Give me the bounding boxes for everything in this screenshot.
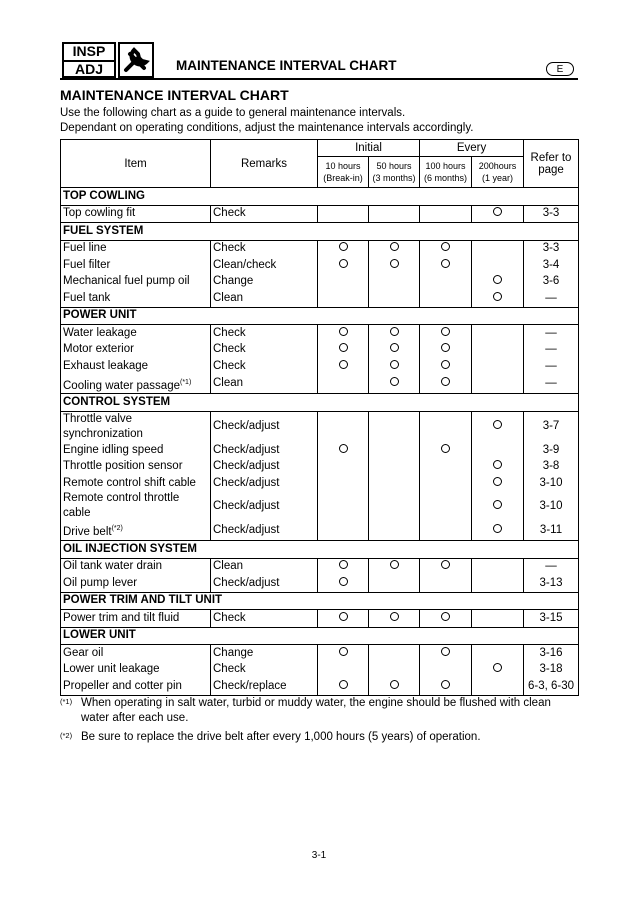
cell-item [61, 645, 211, 662]
cell-interval [420, 290, 472, 307]
header-col3 [420, 157, 472, 188]
cell-interval [472, 274, 524, 291]
cell-interval [318, 458, 369, 475]
check-circle-icon [493, 500, 502, 509]
cell-interval [369, 257, 420, 274]
page-header [60, 42, 578, 82]
cell-interval [472, 491, 524, 521]
cell-remarks: Clean [211, 375, 318, 394]
table-row [61, 358, 579, 375]
item-label: Remote control throttle cable [63, 492, 180, 520]
page-title: MAINTENANCE INTERVAL CHART [60, 87, 289, 103]
item-label: Gear oil [63, 646, 104, 659]
cell-interval [318, 491, 369, 521]
cell-refer-page: 3-3 [524, 205, 579, 223]
check-circle-icon [339, 647, 348, 656]
table-row [61, 458, 579, 475]
intro-line-2: Dependant on operating conditions, adjust the maintenance intervals accordingly. [60, 122, 474, 134]
cell-interval [472, 257, 524, 274]
cell-item [61, 257, 211, 274]
cell-interval [369, 240, 420, 257]
section-row [61, 188, 579, 206]
section-title: FUEL SYSTEM [61, 223, 579, 241]
cell-interval [369, 575, 420, 592]
item-label: Remote control shift cable [63, 476, 196, 489]
cell-interval [318, 475, 369, 492]
check-circle-icon [390, 377, 399, 386]
cell-item [61, 575, 211, 592]
check-circle-icon [493, 292, 502, 301]
cell-interval [472, 325, 524, 342]
cell-refer-page: 3-10 [524, 491, 579, 521]
check-circle-icon [441, 444, 450, 453]
cell-remarks: Change [211, 274, 318, 291]
cell-interval [318, 442, 369, 459]
cell-interval [369, 442, 420, 459]
check-circle-icon [390, 242, 399, 251]
col4-sub: (1 year) [482, 173, 514, 183]
cell-interval [318, 274, 369, 291]
item-label: Power trim and tilt fluid [63, 611, 180, 624]
header-col2 [369, 157, 420, 188]
cell-interval [369, 342, 420, 359]
cell-interval [472, 521, 524, 540]
cell-interval [369, 205, 420, 223]
cell-interval [472, 358, 524, 375]
cell-refer-page: — [524, 290, 579, 307]
check-circle-icon [339, 612, 348, 621]
cell-refer-page: 3-7 [524, 411, 579, 442]
cell-interval [420, 358, 472, 375]
cell-interval [472, 558, 524, 575]
cell-interval [369, 610, 420, 628]
cell-interval [420, 521, 472, 540]
cell-refer-page: 6-3, 6-30 [524, 678, 579, 695]
cell-item [61, 358, 211, 375]
cell-refer-page: 3-6 [524, 274, 579, 291]
table-row [61, 521, 579, 540]
cell-interval [318, 558, 369, 575]
cell-remarks: Check [211, 205, 318, 223]
col3-sub: (6 months) [424, 173, 468, 183]
cell-interval [472, 375, 524, 394]
footnote-1-mark: (*1) [60, 697, 73, 706]
table-row [61, 411, 579, 442]
maintenance-table [60, 139, 579, 696]
cell-remarks: Check [211, 342, 318, 359]
cell-remarks: Check [211, 240, 318, 257]
cell-item [61, 342, 211, 359]
cell-interval [318, 575, 369, 592]
cell-remarks: Change [211, 645, 318, 662]
table-row [61, 240, 579, 257]
cell-interval [318, 678, 369, 695]
check-circle-icon [493, 207, 502, 216]
intro-line-1: Use the following chart as a guide to general maintenance intervals. [60, 107, 406, 119]
table-row [61, 375, 579, 394]
cell-remarks: Check/replace [211, 678, 318, 695]
footnotes [60, 696, 580, 749]
cell-refer-page: 3-3 [524, 240, 579, 257]
check-circle-icon [441, 360, 450, 369]
footnote-1-text: When operating in salt water, turbid or muddy water, the engine should be flushed with clean water after each use. [81, 697, 551, 724]
cell-item [61, 240, 211, 257]
check-circle-icon [390, 259, 399, 268]
cell-remarks: Clean [211, 558, 318, 575]
cell-interval [420, 458, 472, 475]
cell-item [61, 411, 211, 442]
cell-refer-page: — [524, 375, 579, 394]
check-circle-icon [390, 360, 399, 369]
cell-interval [369, 325, 420, 342]
cell-refer-page: 3-8 [524, 458, 579, 475]
footnote-2-mark: (*2) [60, 731, 73, 740]
section-row [61, 541, 579, 559]
cell-refer-page: 3-18 [524, 662, 579, 679]
cell-item [61, 558, 211, 575]
table-row [61, 325, 579, 342]
item-note-mark: (*1) [180, 378, 192, 386]
item-label: Oil pump lever [63, 576, 138, 589]
check-circle-icon [493, 420, 502, 429]
cell-refer-page: 3-10 [524, 475, 579, 492]
table-row [61, 475, 579, 492]
cell-interval [420, 610, 472, 628]
cell-interval [369, 662, 420, 679]
cell-remarks: Check/adjust [211, 521, 318, 540]
cell-interval [369, 375, 420, 394]
check-circle-icon [441, 259, 450, 268]
cell-interval [420, 475, 472, 492]
cell-interval [369, 491, 420, 521]
item-label: Water leakage [63, 326, 137, 339]
check-circle-icon [441, 343, 450, 352]
item-label: Cooling water passage [63, 379, 180, 392]
item-label: Fuel tank [63, 291, 111, 304]
cell-remarks: Check/adjust [211, 575, 318, 592]
cell-interval [420, 411, 472, 442]
cell-interval [420, 375, 472, 394]
cell-interval [318, 610, 369, 628]
cell-interval [318, 325, 369, 342]
cell-refer-page: — [524, 558, 579, 575]
table-body [61, 188, 579, 696]
cell-refer-page: 3-16 [524, 645, 579, 662]
item-label: Throttle position sensor [63, 460, 183, 473]
page-number: 3-1 [311, 850, 327, 861]
footnote-2-text: Be sure to replace the drive belt after every 1,000 hours (5 years) of operation. [81, 731, 481, 743]
cell-refer-page: 3-15 [524, 610, 579, 628]
table-row [61, 442, 579, 459]
cell-item [61, 662, 211, 679]
cell-remarks: Check/adjust [211, 442, 318, 459]
cell-interval [369, 290, 420, 307]
header-col4 [472, 157, 524, 188]
cell-refer-page: 3-4 [524, 257, 579, 274]
check-circle-icon [339, 343, 348, 352]
table-row [61, 610, 579, 628]
check-circle-icon [493, 663, 502, 672]
check-circle-icon [493, 275, 502, 284]
cell-interval [318, 521, 369, 540]
check-circle-icon [390, 560, 399, 569]
cell-interval [472, 290, 524, 307]
check-circle-icon [441, 327, 450, 336]
table-row [61, 575, 579, 592]
cell-interval [472, 240, 524, 257]
footnote-1 [60, 696, 580, 726]
check-circle-icon [441, 377, 450, 386]
item-label: Lower unit leakage [63, 663, 160, 676]
check-circle-icon [339, 327, 348, 336]
table-row [61, 645, 579, 662]
item-note-mark: (*2) [111, 525, 123, 533]
table-row [61, 290, 579, 307]
cell-interval [318, 257, 369, 274]
item-label: Fuel line [63, 242, 107, 255]
cell-refer-page: 3-9 [524, 442, 579, 459]
cell-remarks: Check [211, 358, 318, 375]
cell-remarks: Clean/check [211, 257, 318, 274]
section-title: TOP COWLING [61, 188, 579, 206]
col3-hours: 100 hours [425, 161, 466, 171]
section-row [61, 223, 579, 241]
cell-interval [318, 342, 369, 359]
cell-item [61, 521, 211, 540]
header-remarks: Remarks [211, 140, 318, 188]
section-title: OIL INJECTION SYSTEM [61, 541, 579, 559]
cell-item [61, 475, 211, 492]
cell-interval [369, 521, 420, 540]
section-row [61, 307, 579, 325]
language-badge: E [546, 62, 574, 76]
section-title: CONTROL SYSTEM [61, 394, 579, 412]
cell-interval [369, 645, 420, 662]
table-row [61, 678, 579, 695]
cell-interval [420, 240, 472, 257]
cell-interval [318, 662, 369, 679]
cell-interval [420, 325, 472, 342]
check-circle-icon [441, 242, 450, 251]
cell-item [61, 325, 211, 342]
cell-interval [420, 662, 472, 679]
badge-adj-label: ADJ [74, 61, 103, 77]
cell-remarks: Clean [211, 290, 318, 307]
cell-interval [472, 342, 524, 359]
col1-sub: (Break-in) [323, 173, 363, 183]
item-label: Engine idling speed [63, 443, 164, 456]
cell-interval [420, 645, 472, 662]
cell-interval [420, 205, 472, 223]
cell-remarks: Check [211, 662, 318, 679]
cell-item [61, 205, 211, 223]
check-circle-icon [339, 577, 348, 586]
check-circle-icon [339, 680, 348, 689]
cell-interval [369, 475, 420, 492]
cell-remarks: Check/adjust [211, 458, 318, 475]
col2-sub: (3 months) [372, 173, 416, 183]
check-circle-icon [493, 477, 502, 486]
cell-item [61, 375, 211, 394]
table-row [61, 491, 579, 521]
item-label: Drive belt [63, 526, 112, 539]
cell-interval [369, 274, 420, 291]
check-circle-icon [390, 612, 399, 621]
item-label: Top cowling fit [63, 207, 136, 220]
cell-interval [472, 458, 524, 475]
cell-interval [420, 342, 472, 359]
cell-interval [472, 411, 524, 442]
cell-interval [369, 558, 420, 575]
table-row [61, 205, 579, 223]
header-every: Every [420, 140, 524, 157]
cell-item [61, 678, 211, 695]
cell-item [61, 290, 211, 307]
check-circle-icon [339, 444, 348, 453]
cell-interval [472, 645, 524, 662]
cell-interval [472, 610, 524, 628]
section-title: POWER TRIM AND TILT UNIT [61, 592, 579, 610]
cell-interval [369, 678, 420, 695]
check-circle-icon [339, 360, 348, 369]
section-row [61, 592, 579, 610]
item-label: Oil tank water drain [63, 560, 163, 573]
cell-interval [472, 475, 524, 492]
cell-item [61, 458, 211, 475]
cell-refer-page: — [524, 358, 579, 375]
wrench-icon [118, 42, 154, 78]
item-label: Mechanical fuel pump oil [63, 275, 190, 288]
cell-interval [420, 491, 472, 521]
section-row [61, 627, 579, 645]
cell-remarks: Check [211, 325, 318, 342]
badge-insp-label: INSP [64, 44, 114, 62]
cell-refer-page: 3-13 [524, 575, 579, 592]
cell-remarks: Check/adjust [211, 491, 318, 521]
intro-text [60, 106, 580, 136]
cell-interval [472, 205, 524, 223]
check-circle-icon [441, 647, 450, 656]
col1-hours: 10 hours [325, 161, 361, 171]
check-circle-icon [441, 680, 450, 689]
cell-refer-page: — [524, 342, 579, 359]
cell-interval [472, 442, 524, 459]
cell-interval [420, 274, 472, 291]
cell-interval [420, 442, 472, 459]
header-initial: Initial [318, 140, 420, 157]
cell-interval [318, 205, 369, 223]
cell-item [61, 610, 211, 628]
cell-interval [420, 575, 472, 592]
check-circle-icon [441, 560, 450, 569]
cell-interval [318, 645, 369, 662]
cell-remarks: Check/adjust [211, 475, 318, 492]
section-title: POWER UNIT [61, 307, 579, 325]
table-row [61, 274, 579, 291]
cell-item [61, 274, 211, 291]
table-row [61, 257, 579, 274]
cell-interval [369, 358, 420, 375]
col2-hours: 50 hours [376, 161, 412, 171]
check-circle-icon [339, 242, 348, 251]
check-circle-icon [339, 259, 348, 268]
cell-interval [472, 575, 524, 592]
check-circle-icon [339, 560, 348, 569]
table-row [61, 662, 579, 679]
check-circle-icon [390, 327, 399, 336]
header-refer: Refer to page [524, 140, 579, 188]
table-row [61, 558, 579, 575]
section-title: LOWER UNIT [61, 627, 579, 645]
header-item: Item [61, 140, 211, 188]
item-label: Throttle valve synchronization [63, 412, 143, 440]
section-row [61, 394, 579, 412]
cell-interval [318, 290, 369, 307]
header-title: MAINTENANCE INTERVAL CHART [176, 58, 397, 73]
col4-hours: 200hours [478, 161, 517, 171]
cell-interval [318, 240, 369, 257]
cell-interval [420, 257, 472, 274]
cell-item [61, 442, 211, 459]
footnote-2 [60, 730, 580, 745]
cell-interval [472, 678, 524, 695]
check-circle-icon [441, 612, 450, 621]
cell-interval [318, 375, 369, 394]
cell-refer-page: — [524, 325, 579, 342]
cell-remarks: Check/adjust [211, 411, 318, 442]
insp-adj-badge [62, 42, 116, 78]
item-label: Motor exterior [63, 343, 134, 356]
cell-interval [420, 558, 472, 575]
cell-refer-page: 3-11 [524, 521, 579, 540]
check-circle-icon [390, 343, 399, 352]
table-row [61, 342, 579, 359]
header-col1 [318, 157, 369, 188]
cell-interval [318, 358, 369, 375]
cell-remarks: Check [211, 610, 318, 628]
check-circle-icon [493, 524, 502, 533]
cell-interval [420, 678, 472, 695]
cell-interval [472, 662, 524, 679]
check-circle-icon [390, 680, 399, 689]
item-label: Exhaust leakage [63, 359, 149, 372]
cell-interval [318, 411, 369, 442]
cell-interval [369, 411, 420, 442]
item-label: Fuel filter [63, 258, 111, 271]
cell-interval [369, 458, 420, 475]
header-rule [60, 78, 578, 80]
cell-item [61, 491, 211, 521]
item-label: Propeller and cotter pin [63, 679, 182, 692]
check-circle-icon [493, 460, 502, 469]
